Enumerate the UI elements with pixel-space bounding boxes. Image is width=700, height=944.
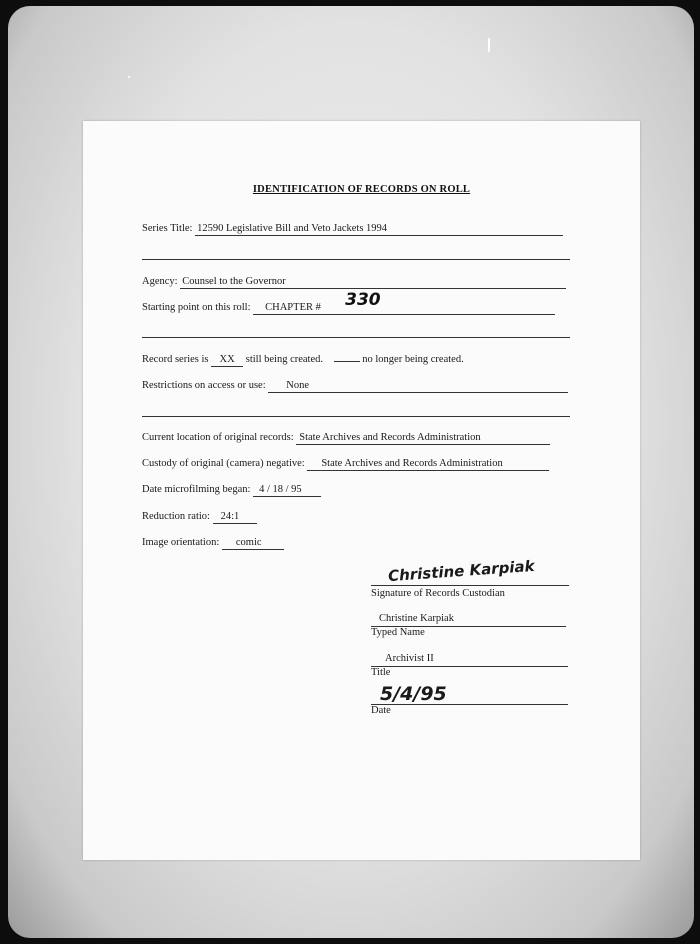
still-being-created-label: still being created. xyxy=(245,354,323,365)
image-orientation-row xyxy=(142,536,284,550)
custody-label: Custody of original (camera) negative: xyxy=(142,458,305,469)
image-orientation-label: Image orientation: xyxy=(142,537,220,548)
current-location-row xyxy=(142,431,550,445)
chapter-number-handwritten: 330 xyxy=(345,290,381,310)
custody-row xyxy=(142,457,549,471)
record-series-prefix: Record series is xyxy=(142,354,209,365)
page-title: IDENTIFICATION OF RECORDS ON ROLL xyxy=(252,184,471,195)
series-title-row xyxy=(142,222,563,236)
reduction-ratio-value: 24:1 xyxy=(213,510,257,524)
date-began-label: Date microfilming began: xyxy=(142,484,251,495)
series-title-continuation-line xyxy=(142,259,570,260)
date-handwritten: 5/4/95 xyxy=(380,683,447,705)
title-value: Archivist II xyxy=(385,653,434,664)
image-orientation-value: comic xyxy=(222,536,284,550)
custody-value: State Archives and Records Administration xyxy=(307,457,549,471)
agency-row xyxy=(142,275,566,289)
starting-point-continuation-line xyxy=(142,337,570,338)
no-longer-being-created-label: no longer being created. xyxy=(362,354,464,365)
date-began-value: 4 / 18 / 95 xyxy=(253,483,321,497)
current-location-value: State Archives and Records Administration xyxy=(296,431,550,445)
title-caption: Title xyxy=(371,667,391,678)
chapter-label: CHAPTER # xyxy=(265,302,321,313)
date-began-row xyxy=(142,483,321,497)
signature-line xyxy=(371,585,569,586)
signature-caption: Signature of Records Custodian xyxy=(371,588,505,599)
restrictions-label: Restrictions on access or use: xyxy=(142,380,266,391)
restrictions-continuation-line xyxy=(142,416,570,417)
custodian-signature: Christine Karpiak xyxy=(387,556,536,586)
reduction-ratio-label: Reduction ratio: xyxy=(142,511,210,522)
current-location-label: Current location of original records: xyxy=(142,432,294,443)
starting-point-row xyxy=(142,290,555,315)
date-line xyxy=(371,704,568,705)
reduction-ratio-row xyxy=(142,510,257,524)
title-line xyxy=(371,666,568,667)
agency-label: Agency: xyxy=(142,276,178,287)
typed-name-value: Christine Karpiak xyxy=(379,613,454,624)
starting-point-label: Starting point on this roll: xyxy=(142,302,251,313)
restrictions-value: None xyxy=(268,379,568,393)
typed-name-caption: Typed Name xyxy=(371,627,425,638)
series-title-label: Series Title: xyxy=(142,223,193,234)
record-series-row xyxy=(142,353,464,367)
still-being-created-mark: XX xyxy=(211,353,243,367)
agency-value: Counsel to the Governor xyxy=(180,275,566,289)
restrictions-row xyxy=(142,379,568,393)
document-page xyxy=(83,121,640,860)
series-title-value: 12590 Legislative Bill and Veto Jackets 1994 xyxy=(195,222,563,236)
date-caption: Date xyxy=(371,705,391,716)
starting-point-value xyxy=(253,290,555,315)
no-longer-being-created-mark xyxy=(334,361,360,362)
